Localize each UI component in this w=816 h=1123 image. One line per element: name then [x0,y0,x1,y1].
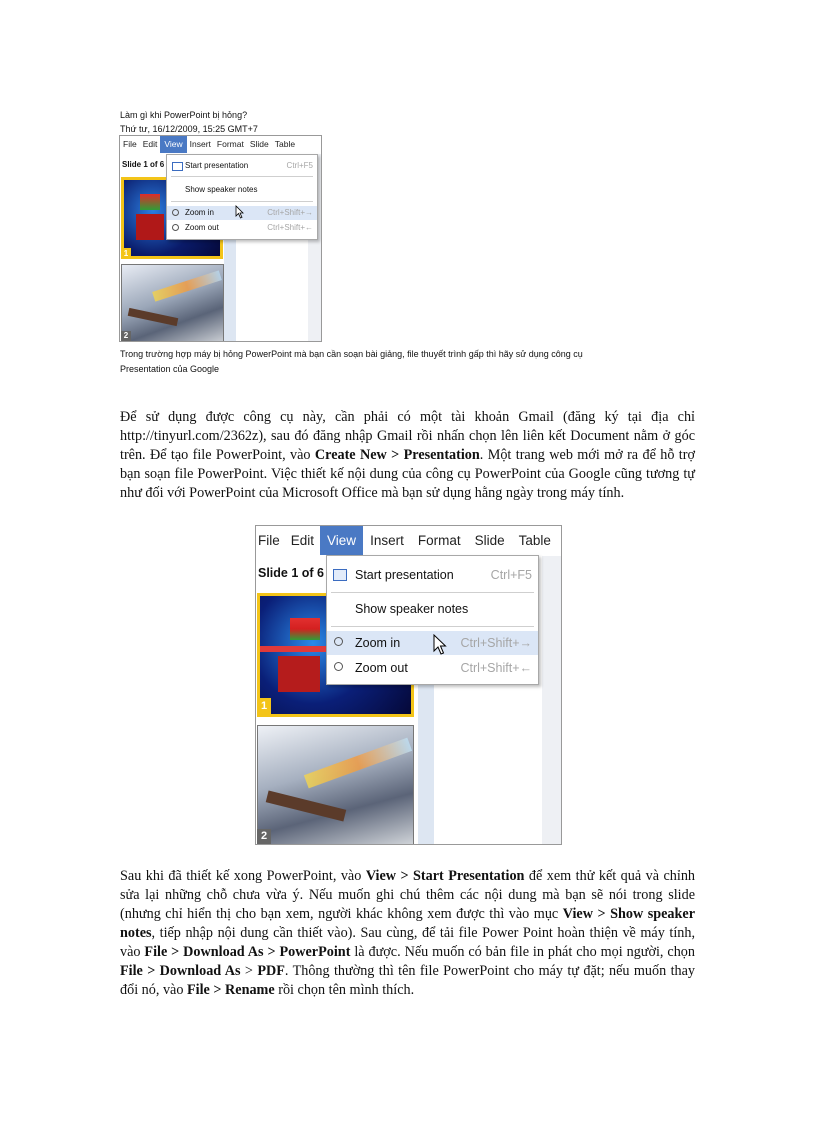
paragraph-bold: File > Rename [187,982,275,998]
paragraph-text: rồi chọn tên mình thích. [274,982,415,998]
menu-table[interactable]: Table [274,139,296,149]
menu-slide[interactable]: Slide [474,533,505,548]
menu-separator [331,592,534,593]
paragraph-text: để xem thử kết quả và chỉnh sửa lại những chỗ chưa vừa ý. Nếu muốn ghi chú thêm các nội dung mà bạn sẽ nói trong slide (nhưng chỉ hiển thị cho bạn xem, người khác không xem được thì vào mục [120,868,696,922]
slide-number-badge: 2 [121,331,131,341]
cursor-icon [433,634,447,656]
menu-item-show-speaker-notes[interactable] [167,183,317,197]
thumb-tulips [140,194,160,210]
menu-item-label: Start presentation [355,568,454,582]
caption-line-1: Trong trường hợp máy bị hỏng PowerPoint mà bạn cần soạn bài giảng, file thuyết trình gấp thì hãy sử dụng công cụ [120,349,583,359]
menubar [120,136,321,153]
slide-number-badge: 1 [257,698,271,714]
shortcut-text: Ctrl+Shift+→ [460,636,532,650]
presentation-icon [333,569,347,581]
thumb-photo [278,656,320,692]
menu-item-start-presentation[interactable] [167,159,317,173]
magnifier-icon [334,637,343,646]
paragraph-text: , tiếp nhập nội dung cần thiết vào). Sau cùng, để tải file Power Point hoàn thiện về máy tính, vào [120,925,695,960]
paragraph-text: > [240,963,258,979]
menu-slide[interactable]: Slide [249,139,269,149]
menu-view[interactable]: View [160,136,186,153]
menu-item-zoom-out[interactable] [167,221,317,235]
paragraph-text: Sau khi đã thiết kế xong PowerPoint, vào [120,868,366,884]
menu-item-label: Zoom out [185,223,219,232]
thumb-tulips [290,618,320,640]
paragraph-bold: View > Show speaker notes [120,906,696,941]
paragraph-bold: PDF [257,963,285,979]
caption-line-2: Presentation của Google [120,364,220,374]
menu-table[interactable]: Table [518,533,551,548]
paragraph-text: . Một trang web mới mở ra để hỗ trợ bạn soạn file PowerPoint. Việc thiết kế nội dung của công cụ PowerPoint của Google cũng tương tự như đối với PowerPoint của Microsoft Office mà bạn sử dụng hằng ngày trong máy tính. [120,447,695,501]
slide-thumbnail-2[interactable] [121,264,224,342]
paragraph-text: là được. Nếu muốn có bản file in phát cho mọi người, chọn [350,944,695,960]
menu-item-label: Zoom in [355,636,401,650]
article-dateline: Thứ tư, 16/12/2009, 15:25 GMT+7 [120,124,258,134]
magnifier-icon [334,662,343,671]
view-dropdown-menu [326,555,539,685]
view-dropdown-menu [166,154,318,240]
menu-file[interactable]: File [258,533,280,548]
slide-counter: Slide 1 of 6 [258,566,324,580]
menu-item-label: Start presentation [185,161,249,170]
magnifier-icon [172,224,179,231]
shortcut-text: Ctrl+F5 [286,161,313,170]
slide-number-badge: 2 [257,829,271,844]
shortcut-text: Ctrl+Shift+← [267,223,313,232]
article-headline: Làm gì khi PowerPoint bị hỏng? [120,110,248,120]
cursor-icon [235,205,244,219]
menu-item-start-presentation[interactable] [327,564,538,586]
paragraph-bold: File > Download As [120,963,241,979]
shortcut-text: Ctrl+Shift+→ [267,208,313,217]
magnifier-icon [172,209,179,216]
sidebar-strip [542,556,561,844]
menu-item-label: Show speaker notes [185,185,258,194]
slide-thumbnail-2[interactable] [257,725,414,845]
menu-item-label: Show speaker notes [355,602,469,616]
presentation-icon [172,162,183,171]
thumb-banner [260,646,330,652]
paragraph-text: Để sử dụng được công cụ này, cần phải có một tài khoản Gmail (đăng ký tại địa chỉ http://tinyurl.com/2362z), sau đó đăng nhập Gmail rồi nhấn chọn lên liên kết Document nằm ở góc trên. Để tạo file PowerPoint, vào [120,409,695,463]
menu-item-label: Zoom in [185,208,214,217]
paragraph-text: . Thông thường thì tên file PowerPoint cho máy tự đặt; nếu muốn thay đổi nó, vào [120,963,695,998]
shortcut-text: Ctrl+Shift+← [460,661,532,675]
menu-separator [171,201,313,202]
slide-counter: Slide 1 of 6 [122,160,165,169]
menu-item-zoom-out[interactable] [327,656,538,680]
menu-insert[interactable]: Insert [370,533,404,548]
paragraph-bold: File > Download As > PowerPoint [144,944,351,960]
menu-separator [171,176,313,177]
menu-edit[interactable]: Edit [142,139,158,149]
paragraph-bold: Create New > Presentation [314,447,480,463]
menu-separator [331,626,534,627]
paragraph-2 [120,867,695,1000]
slide-number-badge: 1 [121,248,131,259]
small-screenshot [119,135,322,342]
menu-insert[interactable]: Insert [189,139,211,149]
paragraph-1 [120,408,695,503]
menu-item-show-speaker-notes[interactable] [327,598,538,620]
thumb-photo [136,214,164,240]
menu-edit[interactable]: Edit [290,533,315,548]
menu-file[interactable]: File [123,139,137,149]
menu-format[interactable]: Format [417,533,461,548]
shortcut-text: Ctrl+F5 [490,568,532,582]
paragraph-bold: View > Start Presentation [365,868,525,884]
menu-format[interactable]: Format [216,139,244,149]
menubar [256,526,561,555]
menu-view[interactable]: View [320,526,363,555]
large-screenshot [255,525,562,845]
menu-item-label: Zoom out [355,661,408,675]
